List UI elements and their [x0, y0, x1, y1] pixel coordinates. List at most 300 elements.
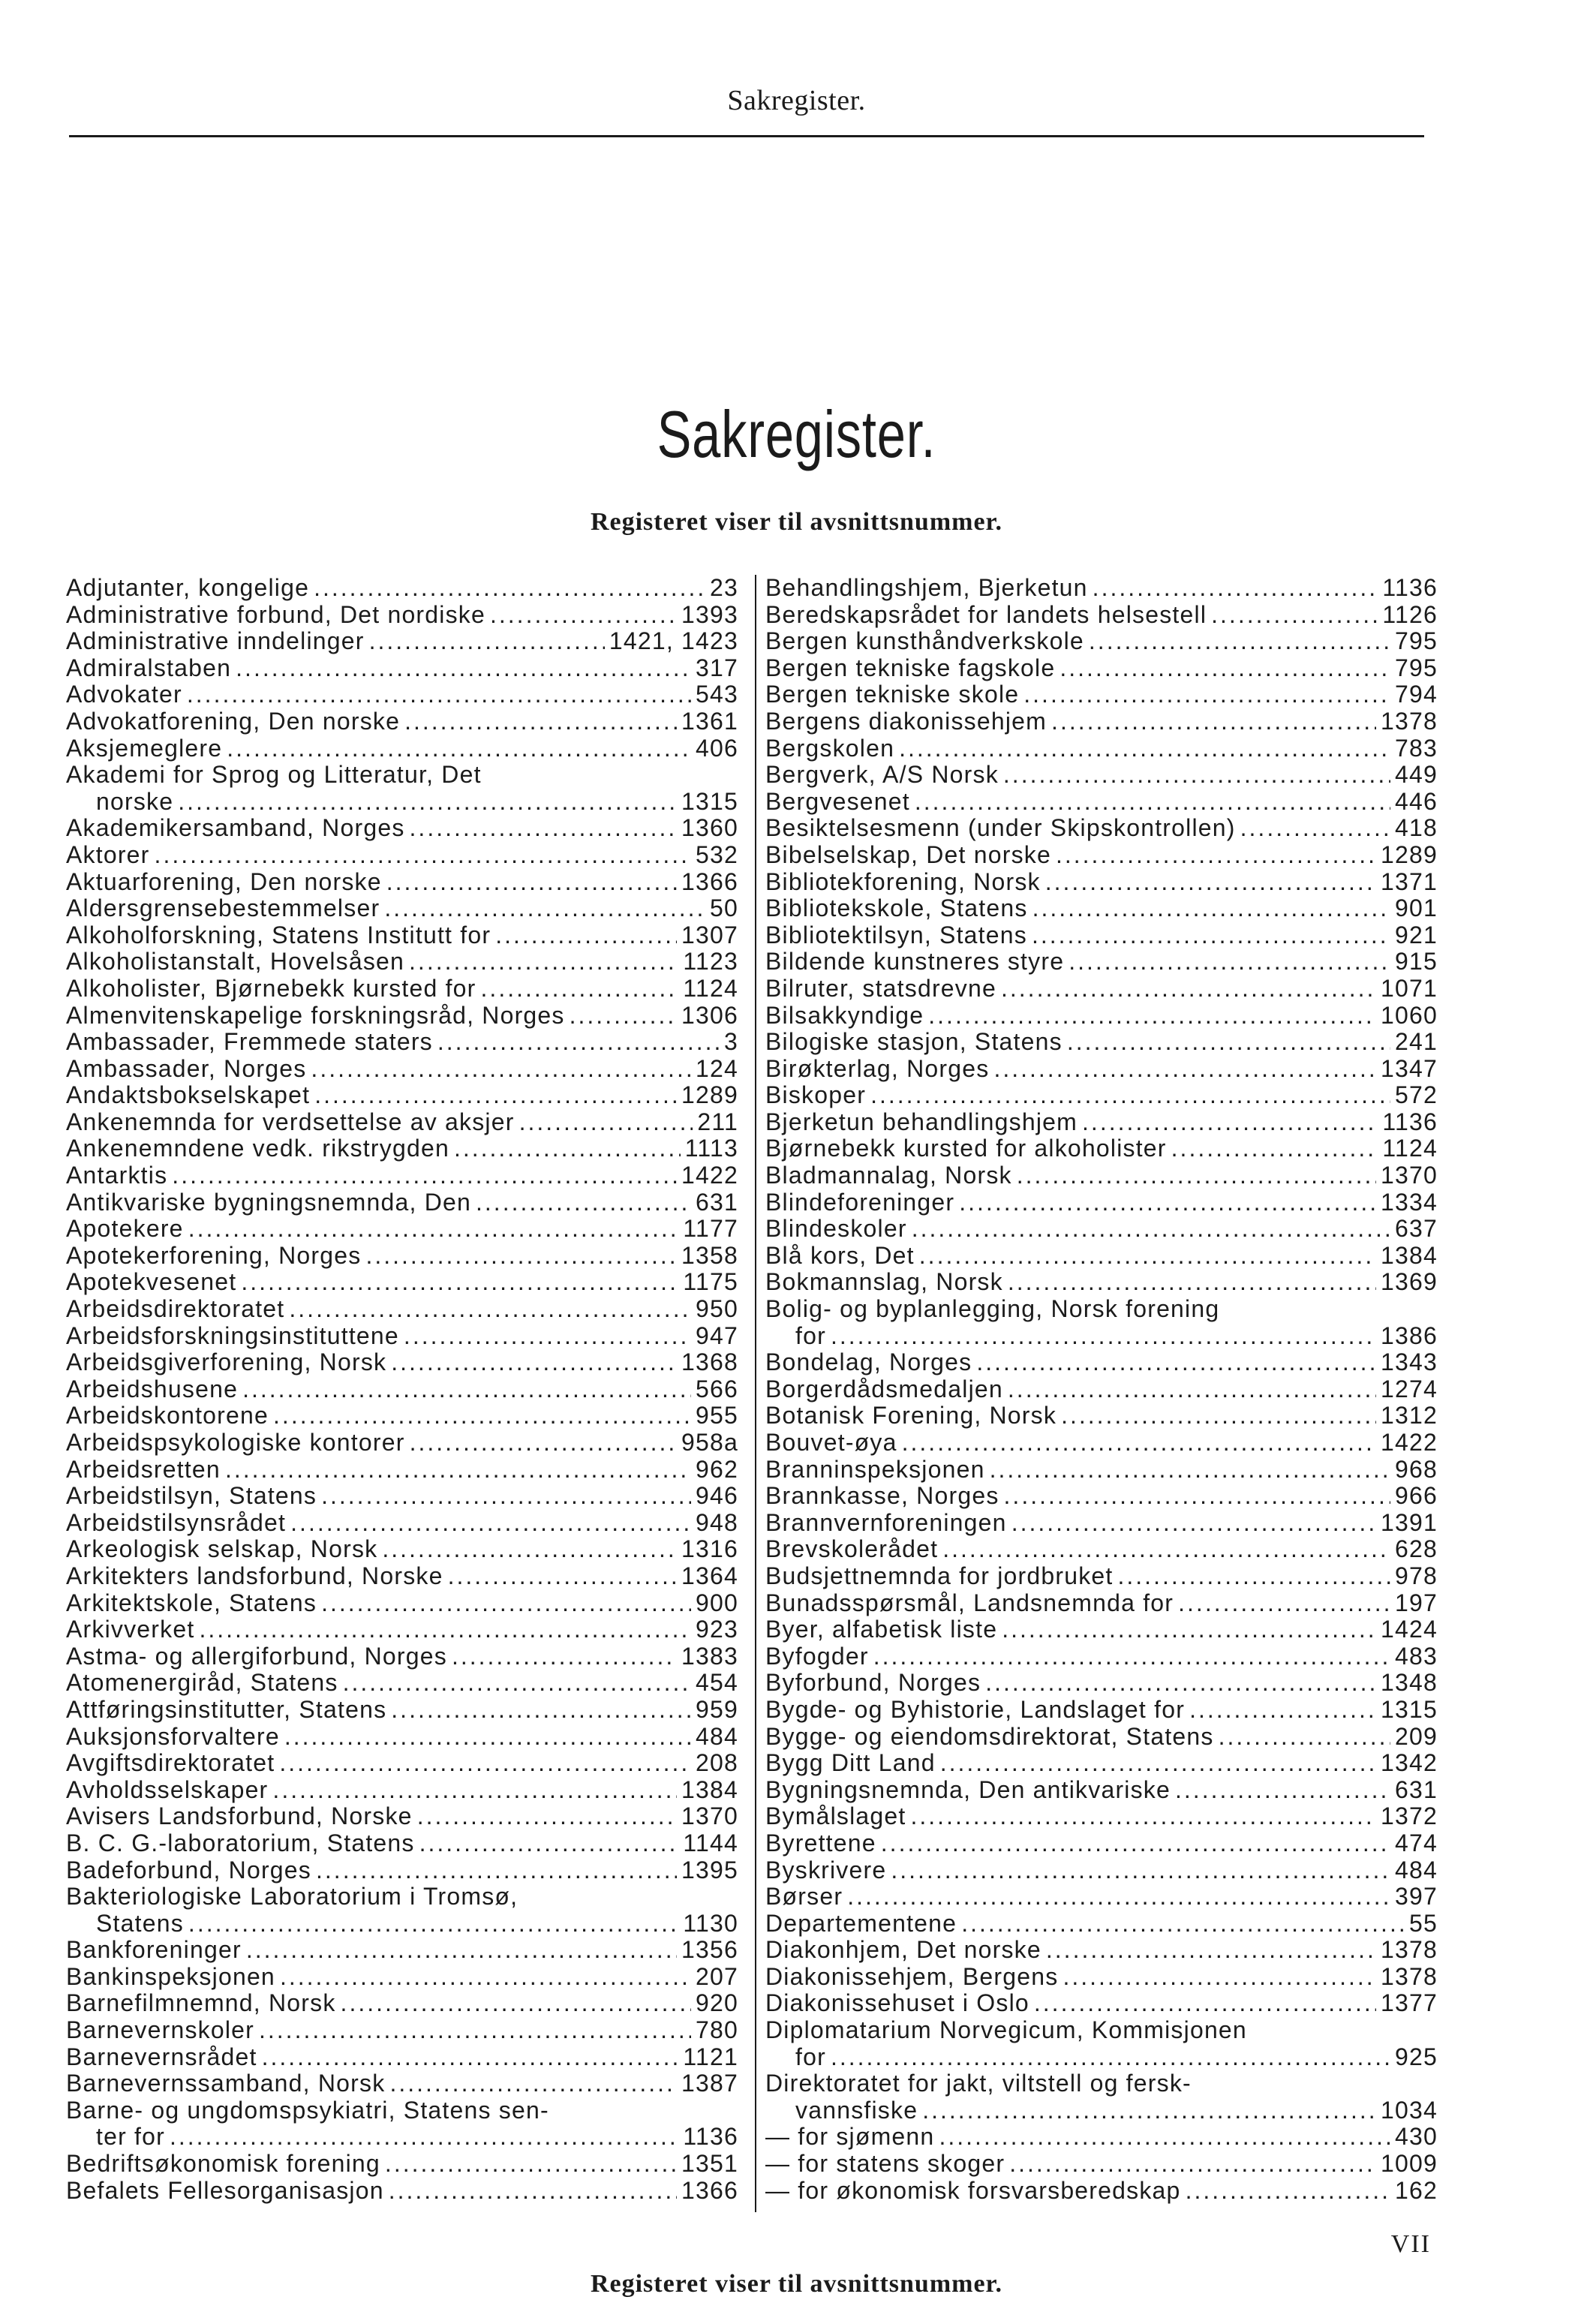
dot-leader [1032, 922, 1390, 949]
dot-leader [870, 1082, 1390, 1109]
entry-number: 454 [696, 1669, 738, 1697]
entry-number: 1366 [681, 867, 738, 895]
entry-number: 1358 [681, 1241, 738, 1269]
dot-leader [290, 1510, 691, 1537]
dot-leader [915, 789, 1390, 816]
index-entry [765, 2017, 1438, 2044]
entry-number: 955 [696, 1402, 738, 1430]
dot-leader [1008, 1376, 1376, 1403]
dot-leader [236, 655, 691, 682]
dot-leader [391, 1697, 691, 1724]
entry-text: Administrative forbund, Det nordiske [66, 600, 485, 628]
entry-text: Blindeforeninger [765, 1188, 955, 1216]
index-entry [66, 1003, 738, 1030]
entry-number: 1136 [1382, 1108, 1438, 1135]
entry-number: 1034 [1381, 2096, 1438, 2124]
dot-leader [272, 1777, 677, 1804]
index-entry [765, 575, 1438, 602]
entry-text: Bergverk, A/S Norsk [765, 761, 999, 789]
index-entry [66, 1990, 738, 2017]
page-title: Sakregister. [657, 397, 936, 471]
index-entry [765, 1349, 1438, 1376]
dot-leader [279, 1750, 691, 1777]
entry-number: 925 [1395, 2043, 1438, 2070]
index-entry [765, 1724, 1438, 1751]
entry-text: vannsfiske [795, 2096, 918, 2124]
dot-leader [476, 1189, 691, 1216]
entry-number: 962 [696, 1455, 738, 1483]
header-rule [69, 135, 1424, 137]
column-divider [755, 575, 756, 2212]
index-entry [765, 1563, 1438, 1590]
entry-number: 1177 [683, 1215, 738, 1243]
dot-leader [385, 2151, 677, 2178]
index-entry [66, 1162, 738, 1189]
entry-number: 950 [696, 1295, 738, 1323]
entry-number: 1289 [681, 1081, 738, 1109]
entry-number: 1377 [1381, 1989, 1438, 2017]
entry-text: Bergen kunsthåndverkskole [765, 627, 1084, 655]
dot-leader [1032, 895, 1390, 922]
index-entry [66, 949, 738, 976]
index-entry [765, 1830, 1438, 1857]
index-entry [765, 2097, 1438, 2124]
entry-number: 1124 [683, 974, 738, 1002]
entry-text: Admiralstaben [66, 654, 232, 681]
entry-text: Ambassader, Norges [66, 1054, 307, 1082]
entry-number: 430 [1395, 2123, 1438, 2151]
entry-text: Bilogiske stasjon, Statens [765, 1028, 1063, 1056]
dot-leader [976, 1349, 1376, 1376]
entry-text: Arbeidsretten [66, 1455, 221, 1483]
entry-text: Antikvariske bygningsnemnda, Den [66, 1188, 472, 1216]
dot-leader [1063, 1964, 1376, 1991]
entry-number: 946 [696, 1482, 738, 1510]
index-entry [66, 842, 738, 869]
index-entry [765, 1510, 1438, 1537]
entry-number: 1130 [683, 1909, 738, 1937]
entry-text: Branninspeksjonen [765, 1455, 985, 1483]
dot-leader [1056, 842, 1376, 869]
entry-text: Bedriftsøkonomisk forening [66, 2150, 380, 2178]
entry-number: 241 [1395, 1028, 1438, 1056]
index-entry [765, 1670, 1438, 1697]
dot-leader [1061, 1403, 1376, 1430]
entry-text: Arbeidsdirektoratet [66, 1295, 285, 1323]
entry-text: Advokater [66, 681, 182, 708]
dot-leader [1067, 1029, 1390, 1056]
dot-leader [1211, 602, 1378, 629]
entry-number: 1307 [681, 921, 738, 949]
entry-number: 966 [1395, 1482, 1438, 1510]
index-entry [66, 1590, 738, 1617]
entry-text: Diakonissehjem, Bergens [765, 1962, 1059, 1990]
entry-text: Bunadsspørsmål, Landsnemnda for [765, 1589, 1174, 1616]
entry-text: Apotekere [66, 1215, 184, 1243]
entry-number: 1370 [681, 1802, 738, 1830]
dot-leader [1008, 1269, 1376, 1296]
entry-text: Bergens diakonissehjem [765, 707, 1047, 735]
entry-number: 1378 [1381, 707, 1438, 735]
entry-text: Bjørnebekk kursted for alkoholister [765, 1135, 1167, 1162]
entry-number: 1071 [1381, 974, 1438, 1002]
dot-leader [262, 2044, 679, 2071]
entry-text: Diplomatarium Norvegicum, Kommisjonen [765, 2016, 1247, 2044]
index-entry [66, 1269, 738, 1296]
index-entry [66, 1510, 738, 1537]
index-entry [765, 1937, 1438, 1964]
index-entry [66, 2044, 738, 2071]
entry-text: Advokatforening, Den norske [66, 707, 401, 735]
dot-leader [940, 1750, 1376, 1777]
entry-text: Bjerketun behandlingshjem [765, 1108, 1078, 1135]
index-entry [66, 869, 738, 896]
entry-number: 1395 [681, 1856, 738, 1884]
index-entry [66, 1536, 738, 1563]
index-entry [66, 2151, 738, 2178]
entry-text: Avgiftsdirektoratet [66, 1749, 275, 1777]
entry-text: Budsjettnemnda for jordbruket [765, 1562, 1114, 1589]
index-entry [765, 655, 1438, 682]
entry-text: Andaktsbokselskapet [66, 1081, 311, 1109]
index-entry [765, 628, 1438, 655]
entry-text: Arkeologisk selskap, Norsk [66, 1535, 378, 1563]
index-entry [66, 1135, 738, 1162]
index-entry [66, 1109, 738, 1136]
entry-text: Botanisk Forening, Norsk [765, 1402, 1057, 1430]
index-entry [765, 922, 1438, 949]
dot-leader [891, 1857, 1390, 1884]
dot-leader [985, 1670, 1376, 1697]
dot-leader [919, 1243, 1376, 1270]
entry-text: Bankforeninger [66, 1936, 242, 1964]
index-entry [66, 789, 738, 816]
dot-leader [170, 2124, 678, 2151]
entry-number: 795 [1395, 654, 1438, 681]
entry-number: 1315 [1381, 1695, 1438, 1723]
entry-number: 418 [1395, 814, 1438, 842]
entry-text: Bergen tekniske skole [765, 681, 1020, 708]
index-entry [66, 1616, 738, 1643]
dot-leader [1034, 1990, 1376, 2017]
dot-leader [389, 2070, 677, 2097]
dot-leader [410, 1430, 677, 1457]
dot-leader [1023, 681, 1390, 708]
entry-number: 923 [696, 1616, 738, 1643]
entry-number: 628 [1395, 1535, 1438, 1563]
index-entry [765, 1616, 1438, 1643]
dot-leader [1069, 949, 1390, 976]
index-entry [66, 1216, 738, 1243]
entry-text: Barnefilmnemnd, Norsk [66, 1989, 336, 2017]
index-entry [765, 1243, 1438, 1270]
index-entry [66, 922, 738, 949]
entry-number: 1356 [681, 1936, 738, 1964]
entry-text: Arbeidsgiverforening, Norsk [66, 1348, 387, 1376]
entry-number: 23 [710, 574, 738, 601]
entry-text: Bergskolen [765, 734, 895, 762]
dot-leader [409, 949, 678, 976]
index-entry [66, 895, 738, 922]
index-entry [765, 1643, 1438, 1670]
dot-leader [1051, 708, 1376, 735]
entry-number: 449 [1395, 761, 1438, 789]
entry-number: 484 [1395, 1856, 1438, 1884]
entry-text: Antarktis [66, 1162, 168, 1189]
entry-text: Arbeidstilsyn, Statens [66, 1482, 317, 1510]
dot-leader [961, 1911, 1405, 1938]
dot-leader [369, 628, 605, 655]
entry-number: 211 [697, 1108, 738, 1135]
entry-text: for [795, 2043, 826, 2070]
dot-leader [902, 1430, 1376, 1457]
dot-leader [831, 2044, 1390, 2071]
dot-leader [417, 1803, 677, 1830]
index-entry [765, 1777, 1438, 1804]
entry-text: Astma- og allergiforbund, Norges [66, 1642, 447, 1670]
index-entry [765, 708, 1438, 735]
index-entry [765, 1457, 1438, 1484]
entry-text: Akademikersamband, Norges [66, 814, 405, 842]
entry-number: 162 [1395, 2176, 1438, 2204]
entry-text: Aldersgrensebestemmelser [66, 894, 380, 922]
index-entry [66, 1189, 738, 1216]
dot-leader [481, 976, 679, 1003]
index-entry [765, 1029, 1438, 1056]
entry-text: Bilruter, statsdrevne [765, 974, 996, 1002]
dot-leader [831, 1323, 1376, 1350]
dot-leader [1045, 869, 1376, 896]
dot-leader [873, 1643, 1390, 1670]
dot-leader [410, 815, 677, 842]
entry-text: Aktuarforening, Den norske [66, 867, 382, 895]
index-entry [66, 1457, 738, 1484]
dot-leader [314, 1082, 677, 1109]
entry-number: 920 [696, 1989, 738, 2017]
dot-leader [1093, 575, 1378, 602]
entry-text: Bibliotekskole, Statens [765, 894, 1028, 922]
entry-text: Attføringsinstitutter, Statens [66, 1695, 387, 1723]
entry-number: 1347 [1381, 1054, 1438, 1082]
entry-number: 1144 [683, 1829, 738, 1856]
entry-number: 197 [1395, 1589, 1438, 1616]
entry-number: 1391 [1381, 1508, 1438, 1536]
entry-text: Departementene [765, 1909, 957, 1937]
index-entry [765, 869, 1438, 896]
index-entry [66, 1830, 738, 1857]
entry-text: Bibliotekforening, Norsk [765, 867, 1041, 895]
index-entry [66, 602, 738, 629]
entry-number: 1060 [1381, 1001, 1438, 1029]
dot-leader [1118, 1563, 1391, 1590]
entry-number: 631 [696, 1188, 738, 1216]
entry-number: 1009 [1381, 2150, 1438, 2178]
dot-leader [343, 1670, 691, 1697]
index-entry [66, 1483, 738, 1510]
entry-number: 1123 [683, 948, 738, 976]
dot-leader [1001, 976, 1376, 1003]
dot-leader [321, 1590, 691, 1617]
entry-number: 958a [681, 1429, 738, 1456]
dot-leader [227, 735, 691, 762]
index-entry [765, 1109, 1438, 1136]
index-entry [66, 1323, 738, 1350]
index-entry [765, 2178, 1438, 2205]
dot-leader [1240, 815, 1390, 842]
entry-text: Børser [765, 1883, 843, 1911]
entry-number: 1422 [1381, 1429, 1438, 1456]
dot-leader [289, 1296, 691, 1323]
index-entry [66, 2070, 738, 2097]
entry-number: 637 [1395, 1215, 1438, 1243]
dot-leader [1009, 2151, 1376, 2178]
dot-leader [155, 842, 691, 869]
entry-number: 124 [696, 1054, 738, 1082]
entry-text: Bygningsnemnda, Den antikvariske [765, 1775, 1171, 1803]
entry-number: 1361 [681, 707, 738, 735]
entry-number: 1175 [683, 1268, 738, 1296]
index-entry [66, 1643, 738, 1670]
index-entry [765, 895, 1438, 922]
entry-number: 543 [696, 681, 738, 708]
index-entry [765, 1590, 1438, 1617]
index-entry [66, 1857, 738, 1884]
index-entry [66, 1029, 738, 1056]
index-entry [66, 1777, 738, 1804]
dot-leader [1059, 655, 1390, 682]
entry-number: 1113 [684, 1135, 738, 1162]
index-entry [66, 2124, 738, 2151]
dot-leader [199, 1616, 691, 1643]
entry-number: 783 [1395, 734, 1438, 762]
entry-text: Blindeskoler [765, 1215, 907, 1243]
dot-leader [316, 1857, 677, 1884]
entry-text: Behandlingshjem, Bjerketun [765, 574, 1088, 601]
index-entry [66, 1082, 738, 1109]
entry-number: 483 [1395, 1642, 1438, 1670]
entry-number: 406 [696, 734, 738, 762]
index-entry [66, 1697, 738, 1724]
entry-number: 1368 [681, 1348, 738, 1376]
entry-number: 566 [696, 1375, 738, 1403]
entry-text: Bondelag, Norges [765, 1348, 972, 1376]
entry-number: 947 [696, 1321, 738, 1349]
index-entry [765, 1990, 1438, 2017]
index-entry [66, 762, 738, 789]
entry-text: Bolig- og byplanlegging, Norsk forening [765, 1295, 1220, 1323]
index-entry [66, 815, 738, 842]
entry-number: 1136 [1382, 574, 1438, 601]
footer-note: Registeret viser til avsnittsnummer. [590, 2270, 1003, 2298]
entry-text: — for statens skoger [765, 2150, 1005, 2178]
entry-text: Statens [96, 1909, 184, 1937]
entry-text: Bilsakkyndige [765, 1001, 924, 1029]
dot-leader [1186, 2178, 1390, 2205]
entry-text: Brannvernforeningen [765, 1508, 1007, 1536]
index-entry [765, 1296, 1438, 1323]
entry-number: 1422 [681, 1162, 738, 1189]
dot-leader [188, 1216, 679, 1243]
entry-number: 1384 [1381, 1241, 1438, 1269]
entry-number: 1289 [1381, 840, 1438, 868]
entry-text: Arbeidshusene [66, 1375, 239, 1403]
entry-text: B. C. G.-laboratorium, Statens [66, 1829, 415, 1856]
dot-leader [1003, 762, 1390, 789]
entry-number: 1383 [681, 1642, 738, 1670]
dot-leader [1189, 1697, 1376, 1724]
index-entry [66, 708, 738, 735]
entry-number: 1124 [1382, 1135, 1438, 1162]
entry-text: Ambassader, Fremmede staters [66, 1028, 433, 1056]
running-head: Sakregister. [727, 85, 866, 116]
dot-leader [311, 1056, 691, 1083]
dot-leader [242, 1376, 691, 1403]
dot-leader [273, 1403, 691, 1430]
entry-text: Arkitektskole, Statens [66, 1589, 317, 1616]
dot-leader [881, 1830, 1390, 1857]
entry-text: Barnevernssamband, Norsk [66, 2070, 386, 2097]
index-entry [66, 2178, 738, 2205]
dot-leader [939, 2124, 1390, 2151]
entry-text: Atomenergiråd, Statens [66, 1669, 338, 1697]
entry-text: Almenvitenskapelige forskningsråd, Norges [66, 1001, 565, 1029]
entry-number: 1121 [683, 2043, 738, 2070]
index-entry [765, 949, 1438, 976]
entry-number: 317 [696, 654, 738, 681]
entry-text: Ankenemndene vedk. rikstrygden [66, 1135, 449, 1162]
entry-text: Bildende kunstneres styre [765, 948, 1065, 976]
entry-number: 1378 [1381, 1962, 1438, 1990]
entry-number: 1424 [1381, 1616, 1438, 1643]
entry-number: 1364 [681, 1562, 738, 1589]
entry-text: Brannkasse, Norges [765, 1482, 999, 1510]
dot-leader [847, 1884, 1390, 1911]
entry-text: Blå kors, Det [765, 1241, 915, 1269]
entry-number: 1421, 1423 [609, 627, 738, 655]
entry-text: Byfogder [765, 1642, 869, 1670]
entry-number: 1334 [1381, 1188, 1438, 1216]
entry-number: 446 [1395, 787, 1438, 815]
dot-leader [1002, 1616, 1376, 1643]
index-entry [66, 735, 738, 762]
entry-number: 921 [1395, 921, 1438, 949]
entry-text: Aktorer [66, 840, 150, 868]
dot-leader [1082, 1109, 1378, 1136]
entry-number: 1384 [681, 1775, 738, 1803]
entry-text: Arbeidskontorene [66, 1402, 269, 1430]
index-entry [66, 575, 738, 602]
entry-text: ter for [96, 2123, 165, 2151]
entry-number: 795 [1395, 627, 1438, 655]
dot-leader [899, 735, 1390, 762]
dot-leader [912, 1216, 1390, 1243]
entry-number: 1274 [1381, 1375, 1438, 1403]
entry-text: Arkitekters landsforbund, Norske [66, 1562, 443, 1589]
index-entry [66, 655, 738, 682]
entry-text: Arbeidstilsynsrådet [66, 1508, 287, 1536]
index-entry [66, 1403, 738, 1430]
entry-number: 207 [696, 1962, 738, 1990]
dot-leader [928, 1003, 1376, 1030]
entry-number: 631 [1395, 1775, 1438, 1803]
dot-leader [911, 1803, 1377, 1830]
index-entry [765, 1750, 1438, 1777]
dot-leader [454, 1135, 681, 1162]
dot-leader [384, 895, 705, 922]
entry-text: Barne- og ungdomspsykiatri, Statens sen- [66, 2096, 549, 2124]
index-entry [765, 1216, 1438, 1243]
entry-text: Arbeidsforskningsinstituttene [66, 1321, 399, 1349]
